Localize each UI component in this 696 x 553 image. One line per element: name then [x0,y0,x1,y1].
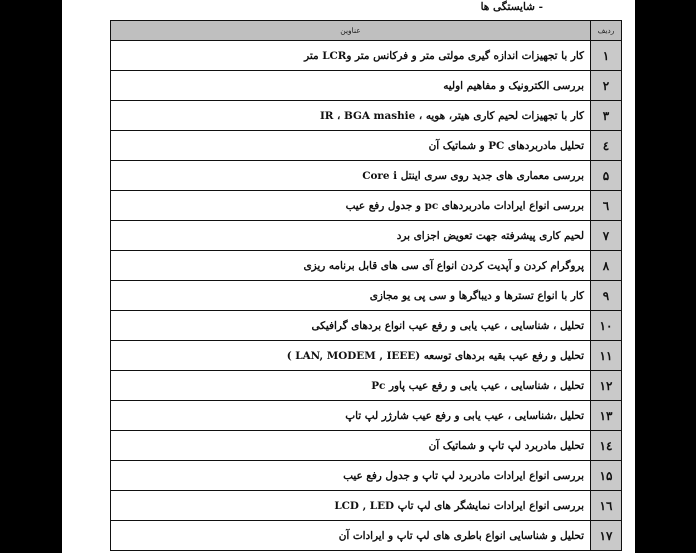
row-title: کار با تجهیزات اندازه گیری مولتی متر و فرکانس متر وLCR متر [111,41,591,71]
row-number: ۱۰ [591,311,622,341]
row-title: پروگرام کردن و آپدیت کردن انواع آی سی های قابل برنامه ریزی [111,251,591,281]
table-header-row [111,21,622,41]
row-number: ٦ [591,191,622,221]
row-number: ۱۷ [591,521,622,551]
row-title: تحلیل ، شناسایی ، عیب یابی و رفع عیب انواع بردهای گرافیکی [111,311,591,341]
row-number: ۵ [591,161,622,191]
table-row [111,131,622,161]
row-title: بررسی انواع ایرادات مادربردهای pc و جدول رفع عیب [111,191,591,221]
row-title: تحلیل ،شناسایی ، عیب یابی و رفع عیب شارژر لپ تاپ [111,401,591,431]
table-row [111,371,622,401]
row-title: کار با انواع تسترها و دیباگرها و سی پی یو مجازی [111,281,591,311]
row-number: ۸ [591,251,622,281]
table-row [111,41,622,71]
row-title: تحلیل و شناسایی انواع باطری های لپ تاپ و ایرادات آن [111,521,591,551]
row-title: بررسی معماری های جدید روی سری اینتل Core i [111,161,591,191]
row-number: ۱۱ [591,341,622,371]
row-title: تحلیل ، شناسایی ، عیب یابی و رفع عیب پاور Pc [111,371,591,401]
table-body [111,41,622,551]
table-row [111,101,622,131]
section-heading: - شایستگی ها [480,1,543,13]
row-title: بررسی الکترونیک و مفاهیم اولیه [111,71,591,101]
row-number: ۱۵ [591,461,622,491]
row-title: تحلیل و رفع عیب بقیه بردهای توسعه (LAN, MODEM , IEEE ) [111,341,591,371]
table-row [111,521,622,551]
row-number: ۱۲ [591,371,622,401]
row-number: ۳ [591,101,622,131]
header-row-number: ردیف [591,21,622,41]
row-number: ۱۳ [591,401,622,431]
table-row [111,191,622,221]
row-title: تحلیل مادربرد لپ تاپ و شماتیک آن [111,431,591,461]
table-row [111,491,622,521]
table-row [111,281,622,311]
header-title: عناوین [111,21,591,41]
table-row [111,461,622,491]
skills-table [110,20,622,551]
row-title: لحیم کاری پیشرفته جهت تعویض اجزای برد [111,221,591,251]
row-number: ١٤ [591,431,622,461]
row-title: بررسی انواع ایرادات نمایشگر های لپ تاپ LCD , LED [111,491,591,521]
row-title: تحلیل مادربردهای PC و شماتیک آن [111,131,591,161]
row-number: ۷ [591,221,622,251]
row-number: ٤ [591,131,622,161]
row-title: بررسی انواع ایرادات مادربرد لپ تاپ و جدول رفع عیب [111,461,591,491]
table-row [111,401,622,431]
row-number: ۱ [591,41,622,71]
row-number: ۱٦ [591,491,622,521]
table-row [111,221,622,251]
table-row [111,71,622,101]
row-number: ۹ [591,281,622,311]
row-number: ۲ [591,71,622,101]
table-row [111,161,622,191]
table-row [111,431,622,461]
table-row [111,251,622,281]
table-row [111,311,622,341]
document-page [62,0,635,553]
row-title: کار با تجهیزات لحیم کاری هیتر، هویه ، IR ، BGA mashie [111,101,591,131]
table-row [111,341,622,371]
